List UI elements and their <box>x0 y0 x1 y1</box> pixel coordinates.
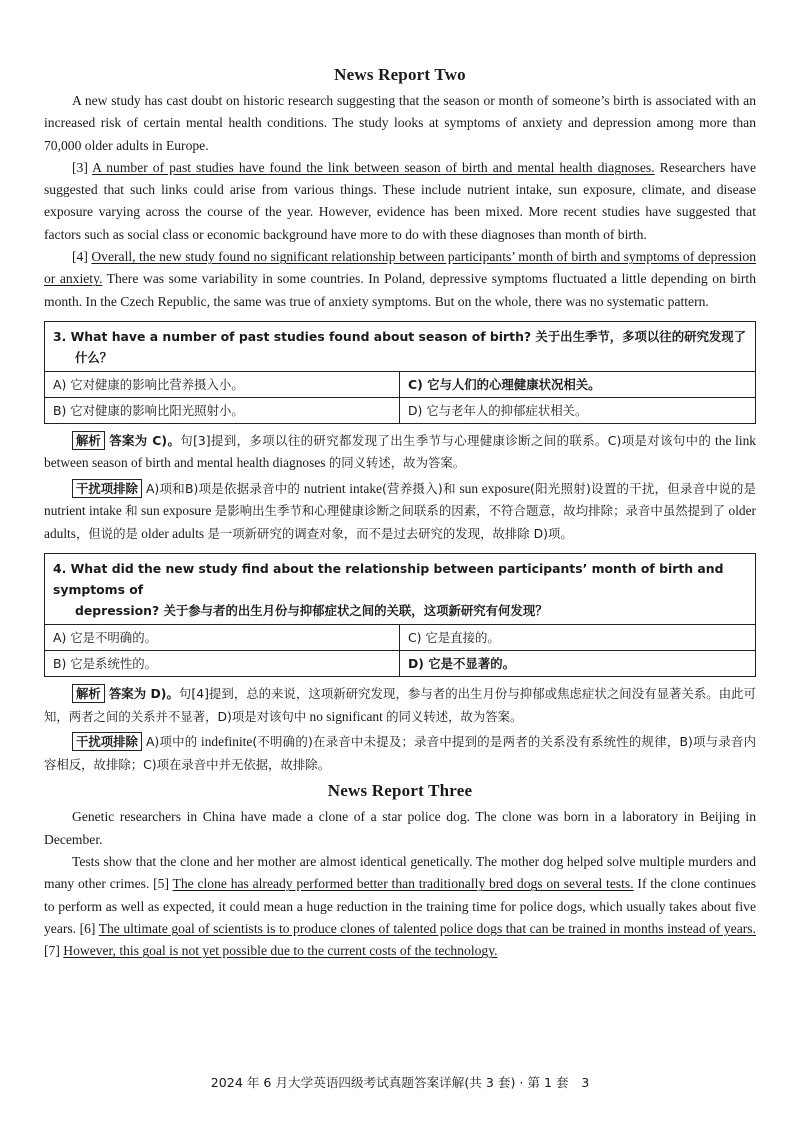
analysis-text: 的同义转述，故为答案。 <box>328 455 466 471</box>
distractor-tag: 干扰项排除 <box>72 732 142 751</box>
option-d: D) 它是不显著的。 <box>408 656 515 672</box>
option-a: A) 它是不明确的。 <box>45 625 400 650</box>
option-b: B) 它对健康的影响比阳光照射小。 <box>45 398 400 423</box>
option-a: A) 它对健康的影响比营养摄入小。 <box>45 372 400 397</box>
underlined-sentence: Overall, the new study found no significant relationship between participants’ month of birth and symptoms of depression or anxiety. <box>44 249 756 287</box>
question-4-text <box>45 554 755 624</box>
question-4-distractor <box>44 731 756 776</box>
report-two-paragraph-3 <box>44 246 756 313</box>
sentence-marker: [3] <box>72 159 88 175</box>
distractor-english: older adults <box>137 525 208 541</box>
question-4-options <box>45 624 755 650</box>
distractor-text: 和 <box>125 503 138 519</box>
underlined-sentence: However, this goal is not yet possible due to the current costs of the technology. <box>63 943 498 959</box>
report-two-paragraph-2 <box>44 157 756 246</box>
analysis-text: 句[4]提到，总的来说，这项新研究发现，参与者的出生月份与抑郁或焦虑症状之间没有显著关系。由此可知，两者之间的关系并不显著，D)项是对该句中 <box>44 686 756 724</box>
question-line: 4. What did the new study find about the relationship between participants’ month of birth and symptoms of <box>53 561 724 598</box>
sentence-marker: [5] <box>153 876 169 892</box>
analysis-tag: 解析 <box>72 431 105 450</box>
distractor-text: A)项中的 <box>145 734 198 750</box>
sentence-marker: [6] <box>79 920 96 936</box>
page-footer: 2024 年 6 月大学英语四级考试真题答案详解(共 3 套) · 第 1 套 3 <box>210 1075 590 1090</box>
question-line: 什么？ <box>75 349 113 365</box>
question-line: 3. What have a number of past studies found about season of birth? 关于出生季节，多项以往的研究发现了 <box>53 328 747 344</box>
distractor-text: (阳光照射)设置的干扰，但录音中说的是 <box>530 480 756 496</box>
option-c: C) 它是直接的。 <box>408 630 500 646</box>
analysis-text: 句[3]提到，多项以往的研究都发现了出生季节与心理健康诊断之间的联系。C)项是对该句中的 <box>180 432 712 448</box>
report-three-paragraph-2 <box>44 851 756 962</box>
question-4-box <box>44 553 756 677</box>
distractor-text: A)项和B)项是依据录音中的 <box>145 480 301 496</box>
question-3-analysis <box>44 430 756 475</box>
option-d: D) 它与老年人的抑郁症状相关。 <box>408 402 588 418</box>
question-line: depression? 关于参与者的出生月份与抑郁症状之间的关联，这项新研究有何发现？ <box>75 603 548 619</box>
distractor-tag: 干扰项排除 <box>72 479 142 498</box>
sentence-marker: [7] <box>44 943 60 959</box>
option-c: C) 它与人们的心理健康状况相关。 <box>408 376 601 392</box>
distractor-text: (不明确的)在录音中未提及；录音中提到的是两者的关系没有系统性的规律，B)项与录音内容相反，故排除；C)项在录音中并无依据，故排除。 <box>44 734 756 772</box>
underlined-sentence: The ultimate goal of scientists is to produce clones of talented police dogs that can be trained in months instead of years. <box>98 920 756 936</box>
distractor-text: ，但说的是 <box>76 525 138 541</box>
analysis-english: the link between season of birth and mental health diagnoses <box>44 432 756 471</box>
distractor-text: 是影响出生季节和心理健康诊断之间联系的因素，不符合题意，故均排除；录音中虽然提到了 <box>214 503 726 519</box>
analysis-text: 的同义转述，故为答案。 <box>386 708 523 724</box>
paragraph-text: There was some variability in some countries. In Poland, depressive symptoms fluctuated a little depending on birth month. In the Czech Republic, the same was true of anxiety symptoms. But on the whole, there was no systematic pattern. <box>44 271 756 309</box>
underlined-sentence: The clone has already performed better than traditionally bred dogs on several tests. <box>172 876 634 892</box>
analysis-tag: 解析 <box>72 684 105 703</box>
report-three-title: News Report Three <box>327 781 473 801</box>
question-4-options-row-2 <box>45 650 755 676</box>
distractor-text: 是一项新研究的调查对象，而不是过去研究的发现，故排除 D)项。 <box>207 525 573 541</box>
question-3-text <box>45 322 755 371</box>
distractor-text: (营养摄入)和 <box>381 480 456 496</box>
answer: 答案为 C)。 <box>108 432 181 448</box>
underlined-sentence: A number of past studies have found the link between season of birth and mental health diagnoses. <box>92 159 655 175</box>
question-3-options-row-2 <box>45 397 755 423</box>
distractor-english: older adults <box>44 503 757 541</box>
question-3-distractor <box>44 478 756 546</box>
question-3-box <box>44 321 756 424</box>
sentence-marker: [4] <box>72 249 88 265</box>
analysis-english: no significant <box>306 708 387 724</box>
paragraph-text: If the clone continues to perform as well as expected, it could mean a huge reduction in the training time for police dogs, which usually takes about five years. <box>44 876 756 936</box>
question-4-analysis <box>44 683 756 728</box>
distractor-english: indefinite <box>197 734 253 750</box>
report-three-paragraph-1: Genetic researchers in China have made a clone of a star police dog. The clone was born in a laboratory in Beijing in December. <box>44 809 756 847</box>
paragraph-text: Researchers have suggested that such links could arise from various things. These include nutrient intake, sun exposure, climate, and disease exposure varying across the course of the year. However, evidence has been mixed. More recent studies have suggested that factors such as social class or economic background have more to do with these diagnoses than month of birth. <box>44 159 757 242</box>
paragraph-text: Tests show that the clone and her mother are almost identical genetically. The mother dog helped solve multiple murders and many other crimes. <box>44 854 756 892</box>
report-two-title: News Report Two <box>334 65 466 84</box>
page-content <box>44 64 756 963</box>
report-two-paragraph-1: A new study has cast doubt on historic research suggesting that the season or month of someone’s birth is associated with an increased risk of certain mental health conditions. The study looks at symptoms of anxiety and depression among more than 70,000 older adults in Europe. <box>44 93 756 153</box>
question-3-options <box>45 371 755 397</box>
distractor-english: nutrient intake <box>300 480 382 496</box>
distractor-english: sun exposure <box>455 480 531 496</box>
option-b: B) 它是系统性的。 <box>45 651 400 676</box>
answer: 答案为 D)。 <box>108 686 179 702</box>
distractor-english: sun exposure <box>137 503 215 519</box>
distractor-english: nutrient intake <box>44 503 126 519</box>
